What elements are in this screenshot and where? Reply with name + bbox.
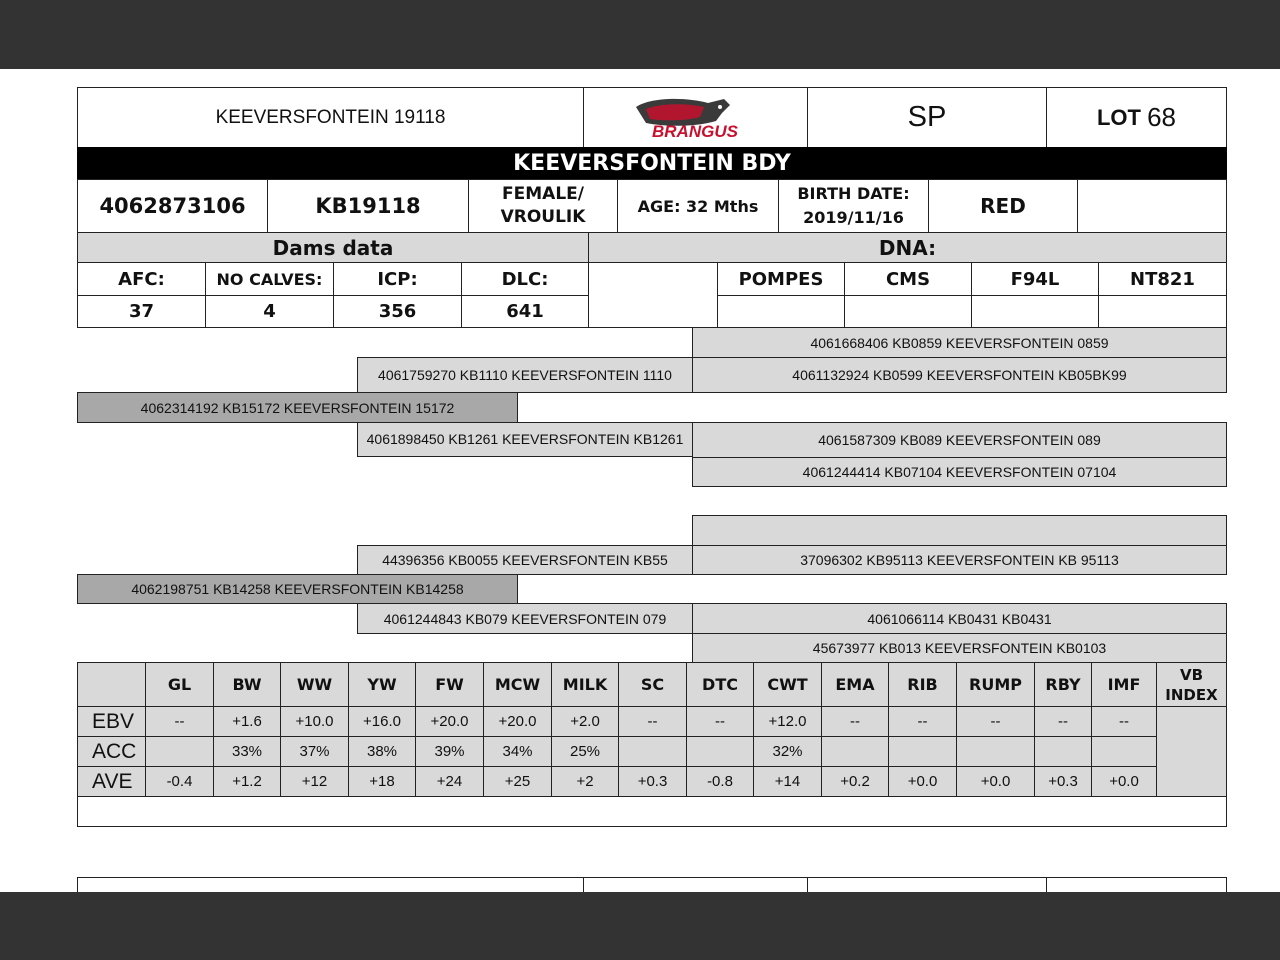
ebv-value-cell: -- — [956, 706, 1035, 737]
afc-value: 37 — [77, 295, 206, 328]
dna-nt821-value — [1098, 295, 1227, 328]
reg-number: 4062873106 — [99, 194, 246, 218]
ebv-col-header: DTC — [686, 662, 754, 707]
ebv-value-cell: -- — [1034, 706, 1092, 737]
ebv-col-header: RIB — [888, 662, 957, 707]
age-cell — [617, 179, 779, 233]
lot-cell — [1046, 87, 1227, 148]
reg-number-cell — [77, 179, 268, 233]
ebv-value-cell — [686, 736, 754, 767]
ebv-value-cell: -- — [686, 706, 754, 737]
tag-cell — [267, 179, 469, 233]
ebv-value-cell: 39% — [415, 736, 484, 767]
pedigree-dds: 4061066114 KB0431 KB0431 — [692, 603, 1227, 634]
index-label: INDEX — [1165, 685, 1218, 704]
dna-f94l-value — [971, 295, 1099, 328]
ebv-value-cell: -- — [618, 706, 687, 737]
pedigree-sd: 4061898450 KB1261 KEEVERSFONTEIN KB1261 — [357, 422, 693, 457]
svg-text:BRANGUS: BRANGUS — [651, 121, 738, 141]
ebv-value-cell: +16.0 — [348, 706, 416, 737]
ebv-col-header: RBY — [1034, 662, 1092, 707]
ebv-value-cell: +0.2 — [821, 766, 889, 797]
brangus-logo — [583, 87, 808, 148]
no-calves-header: NO CALVES: — [205, 262, 334, 296]
animal-name-header — [77, 87, 584, 148]
dna-nt821-header: NT821 — [1098, 262, 1227, 296]
ebv-row-label: EBV — [77, 706, 146, 737]
ebv-footer-blank — [77, 796, 1227, 827]
ebv-value-cell: +20.0 — [415, 706, 484, 737]
dams-data-title: Dams data — [272, 235, 394, 260]
ebv-value-cell: +18 — [348, 766, 416, 797]
ebv-value-cell: 37% — [280, 736, 349, 767]
ebv-value-cell: -0.4 — [145, 766, 214, 797]
ebv-value-cell: +12 — [280, 766, 349, 797]
ebv-col-header: GL — [145, 662, 214, 707]
afc-header: AFC: — [77, 262, 206, 296]
ebv-value-cell: +14 — [753, 766, 822, 797]
ebv-value-cell: 25% — [551, 736, 619, 767]
age: AGE: 32 Mths — [637, 196, 759, 216]
category-cell — [807, 87, 1047, 148]
ebv-value-cell — [821, 736, 889, 767]
pedigree-dam: 4062198751 KB14258 KEEVERSFONTEIN KB14258 — [77, 574, 518, 604]
ebv-value-cell — [618, 736, 687, 767]
pedigree-dss — [692, 515, 1227, 546]
colour-cell — [928, 179, 1078, 233]
ebv-col-header: BW — [213, 662, 281, 707]
ebv-col-header: WW — [280, 662, 349, 707]
ebv-value-cell: +0.0 — [1091, 766, 1157, 797]
ebv-col-header: MCW — [483, 662, 552, 707]
pedigree-ds: 44396356 KB0055 KEEVERSFONTEIN KB55 — [357, 545, 693, 575]
dna-cms-value — [844, 295, 972, 328]
ebv-value-cell: +2.0 — [551, 706, 619, 737]
page-title: KEEVERSFONTEIN BDY — [513, 151, 791, 176]
bottom-bar — [0, 892, 1280, 960]
dna-blank-cell — [588, 262, 718, 328]
colour: RED — [980, 194, 1026, 218]
dna-pompes-value — [717, 295, 845, 328]
icp-value: 356 — [333, 295, 462, 328]
dlc-value: 641 — [461, 295, 589, 328]
pedigree-sire: 4062314192 KB15172 KEEVERSFONTEIN 15172 — [77, 392, 518, 423]
pedigree-sss: 4061668406 KB0859 KEEVERSFONTEIN 0859 — [692, 327, 1227, 358]
ebv-row-label: AVE — [77, 766, 146, 797]
ebv-value-cell: 32% — [753, 736, 822, 767]
ebv-value-cell: +25 — [483, 766, 552, 797]
ebv-value-cell — [956, 736, 1035, 767]
ebv-value-cell: 38% — [348, 736, 416, 767]
category: SP — [907, 101, 947, 133]
ebv-value-cell: +0.3 — [618, 766, 687, 797]
dna-cms-header: CMS — [844, 262, 972, 296]
ebv-value-cell: 33% — [213, 736, 281, 767]
pedigree-sds: 4061587309 KB089 KEEVERSFONTEIN 089 — [692, 422, 1227, 458]
icp-header: ICP: — [333, 262, 462, 296]
ebv-value-cell: +2 — [551, 766, 619, 797]
vb-index-header — [1156, 662, 1227, 707]
bull-logo-icon — [616, 93, 776, 143]
ebv-value-cell: +0.0 — [956, 766, 1035, 797]
ebv-value-cell: -- — [888, 706, 957, 737]
ebv-col-header: FW — [415, 662, 484, 707]
ebv-value-cell: +10.0 — [280, 706, 349, 737]
pedigree-dsd: 37096302 KB95113 KEEVERSFONTEIN KB 95113 — [692, 545, 1227, 575]
lot-number: 68 — [1147, 102, 1177, 132]
ebv-corner-cell — [77, 662, 146, 707]
ebv-col-header: IMF — [1091, 662, 1157, 707]
ebv-value-cell: +0.0 — [888, 766, 957, 797]
dlc-header: DLC: — [461, 262, 589, 296]
birth-date-label: BIRTH DATE: — [797, 184, 910, 203]
pedigree-ddd: 45673977 KB013 KEEVERSFONTEIN KB0103 — [692, 633, 1227, 663]
ebv-value-cell: +20.0 — [483, 706, 552, 737]
tag: KB19118 — [315, 194, 421, 218]
birth-date-cell — [778, 179, 929, 233]
ebv-value-cell: +0.3 — [1034, 766, 1092, 797]
birth-date: 2019/11/16 — [803, 208, 904, 227]
ebv-col-header: SC — [618, 662, 687, 707]
ebv-value-cell: +1.6 — [213, 706, 281, 737]
ebv-value-cell: -- — [821, 706, 889, 737]
vb-index-value — [1156, 706, 1227, 797]
ebv-value-cell — [145, 736, 214, 767]
ebv-col-header: EMA — [821, 662, 889, 707]
ebv-value-cell: +1.2 — [213, 766, 281, 797]
ebv-value-cell — [1034, 736, 1092, 767]
vb-label: VB — [1179, 665, 1204, 684]
title-bar — [77, 147, 1227, 180]
ebv-col-header: YW — [348, 662, 416, 707]
ebv-row-label: ACC — [77, 736, 146, 767]
pedigree-dd: 4061244843 KB079 KEEVERSFONTEIN 079 — [357, 603, 693, 634]
ebv-value-cell: +12.0 — [753, 706, 822, 737]
lot-label: LOT — [1096, 104, 1141, 130]
no-calves-value: 4 — [205, 295, 334, 328]
pedigree-sdd: 4061244414 KB07104 KEEVERSFONTEIN 07104 — [692, 457, 1227, 487]
dna-f94l-header: F94L — [971, 262, 1099, 296]
sex-line-2: VROULIK — [500, 207, 586, 227]
ebv-col-header: MILK — [551, 662, 619, 707]
dna-title: DNA: — [878, 235, 937, 260]
ebv-value-cell: -0.8 — [686, 766, 754, 797]
pedigree-ssd: 4061132924 KB0599 KEEVERSFONTEIN KB05BK99 — [692, 357, 1227, 393]
dams-data-title-cell — [77, 232, 589, 263]
dna-pompes-header: POMPES — [717, 262, 845, 296]
ebv-value-cell: -- — [145, 706, 214, 737]
sex-line-1: FEMALE/ — [502, 184, 584, 204]
extra-cell — [1077, 179, 1227, 233]
ebv-value-cell: +24 — [415, 766, 484, 797]
animal-name: KEEVERSFONTEIN 19118 — [215, 106, 446, 128]
ebv-value-cell — [888, 736, 957, 767]
ebv-col-header: RUMP — [956, 662, 1035, 707]
ebv-value-cell — [1091, 736, 1157, 767]
ebv-value-cell: -- — [1091, 706, 1157, 737]
top-bar — [0, 0, 1280, 69]
sex-cell — [468, 179, 618, 233]
ebv-value-cell: 34% — [483, 736, 552, 767]
dna-title-cell — [588, 232, 1227, 263]
pedigree-ss: 4061759270 KB1110 KEEVERSFONTEIN 1110 — [357, 357, 693, 393]
ebv-col-header: CWT — [753, 662, 822, 707]
